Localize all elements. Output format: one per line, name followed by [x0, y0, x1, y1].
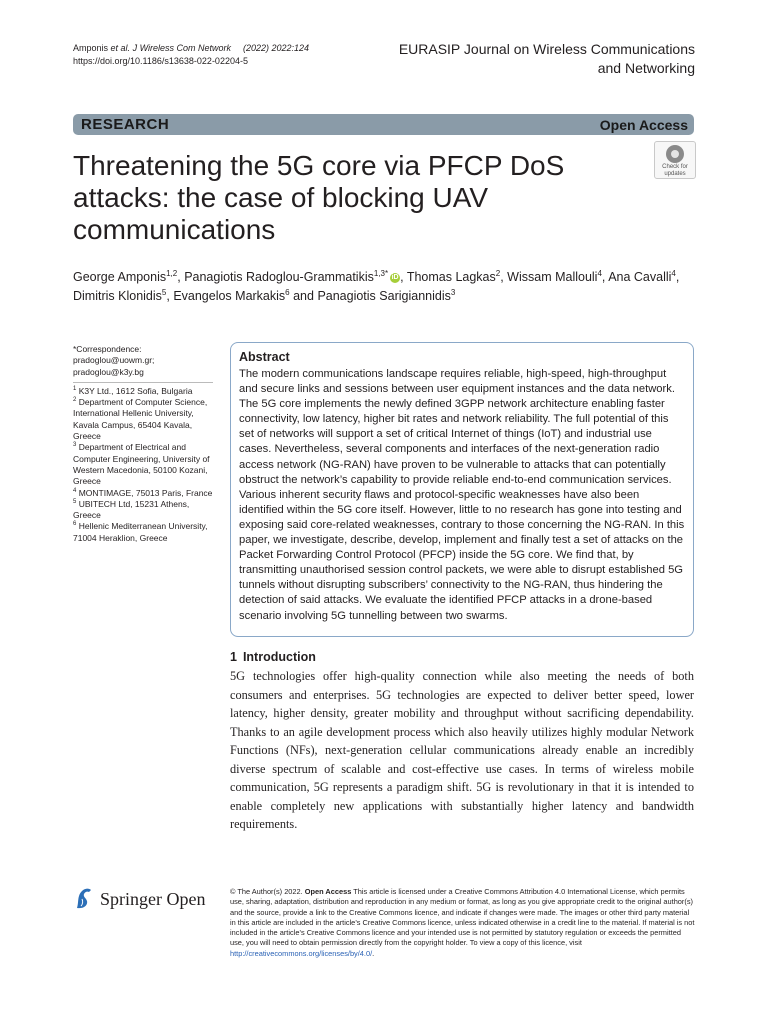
abstract-box — [230, 342, 694, 637]
publisher-name: Springer — [100, 888, 162, 909]
affiliation-item — [73, 488, 213, 499]
author-affiliation-sup: 5 — [161, 287, 167, 297]
correspondence-emails[interactable]: pradoglou@uowm.gr; pradoglou@k3y.bg — [73, 355, 155, 377]
affiliation-item — [73, 521, 213, 544]
affiliation-item — [73, 386, 213, 397]
correspondence — [73, 344, 213, 383]
article-type-label: RESEARCH — [81, 116, 170, 133]
affiliation-text: K3Y Ltd., 1612 Sofia, Bulgaria — [78, 385, 193, 396]
citation-header — [73, 42, 309, 68]
author-separator: , — [166, 289, 174, 303]
affiliation-list — [73, 383, 213, 544]
author-separator: , — [601, 270, 609, 284]
abstract-heading: Abstract — [239, 350, 290, 364]
author-name[interactable]: Panagiotis Radoglou-Grammatikis — [184, 270, 374, 284]
springer-horse-icon — [73, 886, 95, 912]
citation-authors: Amponis — [73, 43, 111, 53]
citation-journal: J Wireless Com Network — [132, 43, 231, 53]
open-access-label: Open Access — [599, 116, 688, 133]
author-name[interactable]: George Amponis — [73, 270, 167, 284]
affiliation-number: 4 — [73, 487, 77, 494]
affiliation-item — [73, 499, 213, 522]
author-separator: and — [289, 289, 318, 303]
affiliation-text: Hellenic Mediterranean University, 71004 Heraklion, Greece — [73, 521, 208, 543]
author-name[interactable]: Wissam Mallouli — [507, 270, 598, 284]
author-name[interactable]: Evangelos Markakis — [173, 289, 286, 303]
section-number: 1 — [230, 650, 237, 664]
author-affiliation-sup: 3 — [450, 287, 456, 297]
license-notice — [230, 887, 696, 959]
author-separator: , — [500, 270, 508, 284]
section-title: Introduction — [242, 650, 316, 664]
affiliation-number: 5 — [73, 499, 77, 506]
affiliation-text: Department of Electrical and Computer Engineering, University of Western Macedonia, 50100 Kozani, Greece — [73, 442, 210, 487]
author-affiliation-sup: 1,3* — [373, 268, 389, 278]
author-affiliation-sup: 6 — [285, 287, 290, 297]
journal-name: EURASIP Journal on Wireless Communications and Networking — [398, 41, 695, 76]
affiliation-text: Department of Computer Science, International Hellenic University, Kavala Campus, 65404 Kavala, Greece — [73, 397, 208, 442]
license-link[interactable]: http://creativecommons.org/licenses/by/4.0/ — [230, 948, 373, 958]
license-open-access: Open Access — [304, 887, 352, 896]
orcid-icon[interactable]: iD — [391, 273, 399, 281]
check-for-updates-button[interactable] — [654, 141, 696, 179]
check-updates-icon — [666, 145, 684, 163]
affiliation-number: 3 — [73, 442, 77, 449]
author-name[interactable]: Ana Cavalli — [608, 270, 672, 284]
article-title: Threatening the 5G core via PFCP DoS attacks: the case of blocking UAV communications — [73, 150, 565, 245]
license-text: This article is licensed under a Creative Commons Attribution 4.0 International License, which permits use, sharing, adaptation, distribution and reproduction in any medium or format, as long as you give appropriate credit to the original author(s) and the source, provide a link to the Creative Commons licence, and indicate if changes were made. The images or other third party material in this article are included in the article’s Creative Commons licence, unless indicated otherwise in a credit line to the material. If material is not included in the article’s Creative Commons licence and your intended use is not permitted by statutory regulation or exceeds the permitted use, you will need to obtain permission directly from the copyright holder. To view a copy of this licence, visit — [230, 887, 695, 948]
publisher-suffix: Open — [166, 888, 206, 909]
affiliation-item — [73, 397, 213, 442]
author-affiliation-sup: 1,2 — [166, 268, 178, 278]
affiliation-number: 1 — [73, 386, 77, 393]
affiliation-number: 2 — [73, 397, 77, 404]
affiliation-text: MONTIMAGE, 75013 Paris, France — [78, 487, 213, 498]
license-suffix: . — [372, 948, 375, 958]
affiliation-text: UBITECH Ltd, 15231 Athens, Greece — [73, 498, 190, 521]
publisher-logo[interactable] — [73, 886, 206, 912]
author-separator: , — [400, 270, 407, 284]
author-name[interactable]: Dimitris Klonidis — [73, 289, 162, 303]
affiliation-item — [73, 442, 213, 487]
section-heading-introduction — [230, 650, 316, 664]
introduction-text: 5G technologies offer high-quality connection while also meeting the needs of both consumers and enterprises. 5G technologies are expected to deliver better speed, lower latency, higher density, greater mobility and throughput without sacrificing dependability. Thanks to an agile development process which also heavily utilizes highly modular Network Functions (NFs), next-generation cellular communications already enable an incredibly diverse spectrum of scalable and cost-effective use cases. In terms of wireless mobile communication, 5G represents a paradigm shift. 5G is revolutionary in that it is intended to enable completely new applications with substantially higher latency and bandwidth requirements. — [230, 669, 694, 831]
doi-link[interactable]: https://doi.org/10.1186/s13638-022-02204-5 — [73, 56, 248, 66]
author-affiliation-sup: 2 — [495, 268, 501, 278]
author-separator: , — [177, 270, 185, 284]
check-updates-label: Check for updates — [662, 164, 688, 177]
correspondence-label: *Correspondence: — [73, 344, 142, 354]
citation-et-al: et al. — [110, 43, 131, 53]
author-separator: , — [675, 270, 680, 284]
license-prefix: © The Author(s) 2022. — [230, 887, 305, 896]
abstract-text: The modern communications landscape requires reliable, high-speed, high-throughput and secure links and sessions between user equipment instances and the data network. The 5G core implements the newly defined 3GPP network architecture enabling faster connectivity, low latency, higher bit rates and network reliability. The full potential of this set of networks will support a set of critical Internet of things (IoT) and industrial use cases. Nevertheless, several components and interfaces of the next-generation radio access network (NG-RAN) have proven to be vulnerable to attacks that can potentially obstruct the network’s capability to provide reliable end-to-end communication services. Various inherent security flaws and protocol-specific weaknesses have also been identified within the 5G core itself. However, little to no research has gone into testing and exposing said core-related weaknesses, contrary to those concerning the NG-RAN. In this paper, we investigate, describe, develop, implement and finally test a set of attacks on the Packet Forwarding Control Protocol (PFCP) inside the 5G core. We find that, by transmitting unauthorised session control packets, we were able to disrupt established 5G tunnels without disrupting subscribers’ connectivity to the NG-RAN, thus hindering the detection of said attacks. We evaluate the identified PFCP attacks in a drone-based scenario involving 5G tunnelling between two swarms. — [239, 368, 685, 622]
author-name[interactable]: Panagiotis Sarigiannidis — [317, 289, 451, 303]
author-affiliation-sup: 4 — [671, 268, 676, 278]
affiliation-number: 6 — [73, 521, 77, 528]
author-list — [73, 268, 698, 306]
affiliations-sidebar — [73, 344, 213, 544]
citation-year: (2022) 2022:124 — [243, 43, 310, 53]
author-name[interactable]: Thomas Lagkas — [406, 270, 496, 284]
article-type-banner — [73, 114, 694, 135]
author-affiliation-sup: 4 — [597, 268, 602, 278]
